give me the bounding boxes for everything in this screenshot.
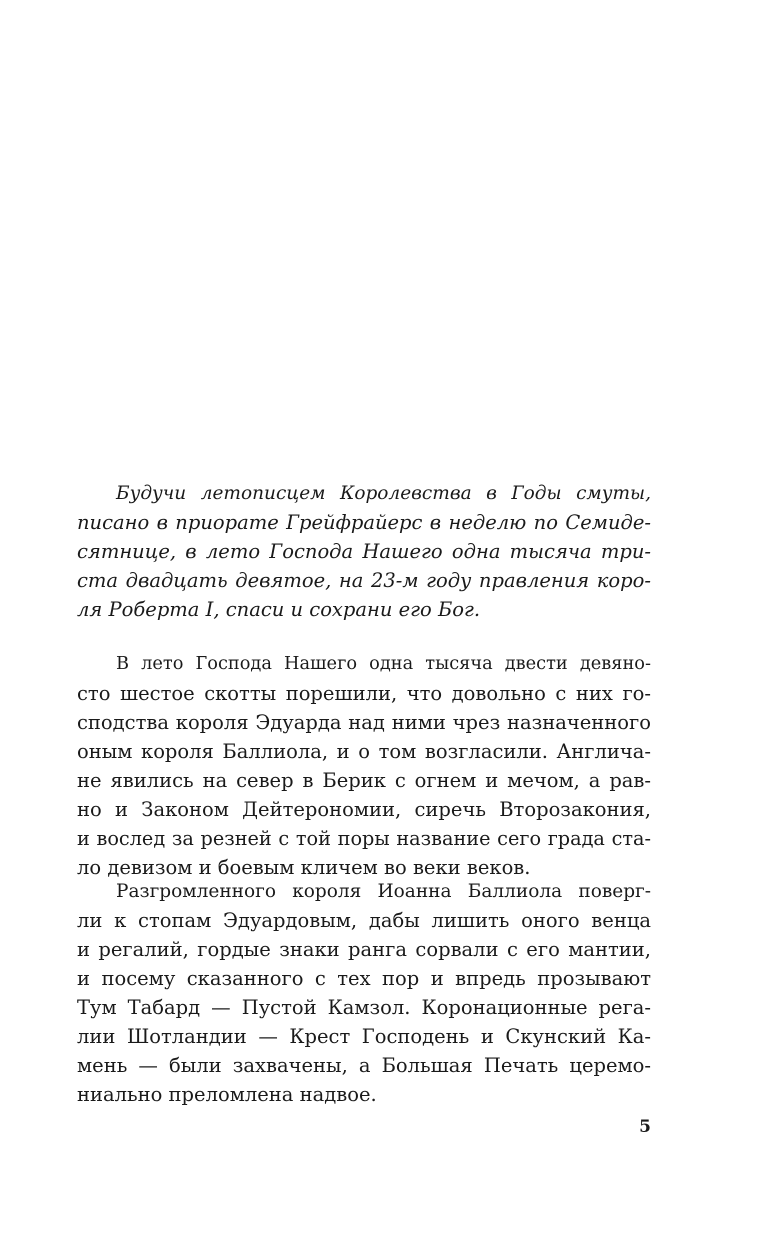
paragraph-line: и вослед за резней с той поры название сего града ста- xyxy=(77,827,651,850)
paragraph-line: Тум Табард — Пустой Камзол. Коронационные рега- xyxy=(77,996,651,1019)
paragraph-line: оным короля Баллиола, и о том возгласили. Англича- xyxy=(77,740,651,763)
epigraph-line: ста двадцать девятое, на 23-м году правления коро- xyxy=(77,569,651,592)
epigraph-line: Будучи летописцем Королевства в Годы смуты, xyxy=(116,483,651,504)
paragraph-line: и регалий, гордые знаки ранга сорвали с его мантии, xyxy=(77,938,651,961)
paragraph-line: сподства короля Эдуарда над ними чрез назначенного xyxy=(77,711,651,734)
paragraph-line: лии Шотландии — Крест Господень и Скунский Ка- xyxy=(77,1025,651,1048)
paragraph-line: мень — были захвачены, а Большая Печать церемо- xyxy=(77,1054,651,1077)
paragraph-line: и посему сказанного с тех пор и впредь прозывают xyxy=(77,967,651,990)
paragraph-line: ниально преломлена надвое. xyxy=(77,1083,377,1106)
page-number: 5 xyxy=(639,1117,651,1137)
paragraph-line: сто шестое скотты порешили, что довольно с них го- xyxy=(77,682,651,705)
paragraph-line: но и Законом Дейтерономии, сиречь Второзакония, xyxy=(77,798,651,821)
epigraph-line: писано в приорате Грейфрайерс в неделю по Семиде- xyxy=(77,511,651,534)
paragraph-line: Разгромленного короля Иоанна Баллиола поверг- xyxy=(116,881,651,902)
paragraph-line: В лето Господа Нашего одна тысяча двести девяно- xyxy=(116,654,651,674)
epigraph-line: сятнице, в лето Господа Нашего одна тысяча три- xyxy=(77,540,651,563)
paragraph-2 xyxy=(77,877,651,1109)
epigraph-line: ля Роберта I, спаси и сохрани его Бог. xyxy=(77,598,481,621)
paragraph-line: ло девизом и боевым кличем во веки веков. xyxy=(77,856,531,879)
paragraph-line: ли к стопам Эдуардовым, дабы лишить оного венца xyxy=(77,909,651,932)
paragraph-1 xyxy=(77,650,651,882)
epigraph xyxy=(77,479,651,624)
paragraph-line: не явились на север в Берик с огнем и мечом, а рав- xyxy=(77,769,651,792)
